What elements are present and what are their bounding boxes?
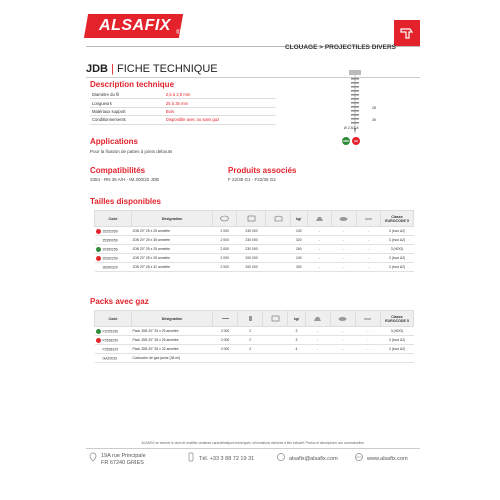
cell: - (330, 327, 355, 336)
cell: - (355, 345, 380, 354)
cell-designation: Pack JDB 20° 28 x 25 annelée (132, 336, 213, 345)
cell (263, 354, 288, 363)
cell-code: 25350059 (95, 236, 132, 245)
dimension-top: 28 (372, 106, 376, 110)
table-header-row (95, 311, 414, 327)
cell-designation: JDB 20° 25 x 25 annelée (132, 245, 213, 254)
table-header-row (95, 211, 414, 227)
col-designation: Désignation (132, 211, 213, 227)
title-label: FICHE TECHNIQUE (117, 63, 218, 75)
registered-mark: ® (176, 30, 181, 36)
table-row (95, 245, 414, 254)
spec-value: 25 à 35 mm (164, 99, 276, 107)
hdg-marker (96, 329, 101, 334)
cell-class: 3 (HDG) (381, 245, 414, 254)
spec-row (90, 116, 276, 124)
spec-label: Diamètre du fil (90, 91, 164, 99)
cell: 2 (238, 336, 263, 345)
cell: - (307, 263, 331, 272)
col-carton-icon (266, 211, 290, 227)
cell-designation: Cartouche de gaz jaune (38 ml) (132, 354, 213, 363)
cell: 2 000 (213, 227, 237, 236)
col-gas-icon (238, 311, 263, 327)
cell: 260 (290, 245, 307, 254)
table-row (95, 236, 414, 245)
cell-code: P2025256 (95, 327, 132, 336)
cell: - (330, 336, 355, 345)
description-heading: Description technique (90, 80, 175, 89)
title-separator: | (111, 63, 114, 75)
col-weight: kg/ (290, 211, 307, 227)
cell: - (305, 327, 330, 336)
cell-code: GAZ0033 (95, 354, 132, 363)
table-row (95, 345, 414, 354)
cell-code: P2528259 (95, 336, 132, 345)
cell-class: 3 (inox A2) (381, 254, 414, 263)
cell: - (332, 263, 356, 272)
cell (288, 354, 305, 363)
col-class: Classe EUROCODE 5 (381, 311, 414, 327)
cell: - (332, 245, 356, 254)
col-tool-icon (355, 311, 380, 327)
dimension-diameter: Ø 2,5/2,8 (344, 126, 359, 130)
packs-table (94, 310, 414, 363)
col-code: Code (95, 311, 132, 327)
cell: - (356, 263, 381, 272)
cell: 2 (238, 345, 263, 354)
cell-designation: Pack JDB 20° 25 x 25 annelée (132, 327, 213, 336)
table-row (95, 327, 414, 336)
cell: - (332, 227, 356, 236)
cell: 2 000 (213, 254, 237, 263)
cell: - (307, 236, 331, 245)
page-title (86, 63, 218, 75)
cell-class: 3 (inox A2) (381, 263, 414, 272)
cell: 230 000 (237, 236, 266, 245)
cell: 200 000 (237, 263, 266, 272)
assoc-heading: Produits associés (228, 166, 297, 175)
compat-heading: Compatibilités (90, 166, 146, 175)
website-link[interactable]: www.alsafix.com (367, 456, 408, 462)
col-designation: Désignation (132, 311, 213, 327)
cell: 2 000 (213, 245, 237, 254)
col-surface-icon (332, 211, 356, 227)
cell: 2 000 (213, 336, 238, 345)
cell: 2 000 (213, 327, 238, 336)
spec-value: Bois (164, 107, 276, 115)
cell: 2 000 (213, 236, 237, 245)
brand-logo: ALSAFIX (99, 17, 171, 34)
col-tool-icon (356, 211, 381, 227)
cell (266, 236, 290, 245)
cell (266, 227, 290, 236)
cell: - (356, 227, 381, 236)
cell: - (332, 254, 356, 263)
cell: - (355, 336, 380, 345)
cell-code: P2528329 (95, 345, 132, 354)
category-label: CLOUAGE > PROJECTILES DIVERS (284, 44, 396, 51)
spec-label: Conditionnements (90, 116, 164, 124)
cell-class: 3 (inox A2) (381, 345, 414, 354)
nail-gun-icon (398, 24, 416, 42)
table-row (95, 354, 414, 363)
cell-class: 3 (inox A2) (381, 336, 414, 345)
cell: 2 000 (213, 263, 237, 272)
cell: - (307, 245, 331, 254)
col-support-icon (307, 211, 331, 227)
cell (263, 336, 288, 345)
cell: 4 (288, 345, 305, 354)
description-table (90, 91, 276, 125)
location-icon (88, 452, 98, 462)
cell: 230 000 (237, 227, 266, 236)
cell (355, 354, 380, 363)
sizes-heading: Tailles disponibles (90, 197, 161, 206)
cell: - (356, 254, 381, 263)
spec-value: Disponible avec ou sans gaz (164, 116, 276, 124)
cell-class: 3 (inox A2) (381, 227, 414, 236)
cell (266, 245, 290, 254)
col-box-icon (213, 211, 237, 227)
col-carton-icon (263, 311, 288, 327)
phone-icon (186, 452, 196, 462)
cell (263, 345, 288, 354)
cell: 200 000 (237, 254, 266, 263)
email-icon (276, 452, 286, 462)
a2-badge: A2 (352, 137, 360, 145)
email-link[interactable]: alsafix@alsafix.com (289, 456, 338, 462)
col-code: Code (95, 211, 132, 227)
col-weight: kg/ (288, 311, 305, 327)
a2-marker (96, 229, 101, 234)
cell (330, 354, 355, 363)
col-surface-icon (330, 311, 355, 327)
col-support-icon (305, 311, 330, 327)
cell: 3 (288, 336, 305, 345)
cell-designation: JDB 20° 25 x 25 annelée (132, 227, 213, 236)
cell (266, 254, 290, 263)
spec-row (90, 99, 276, 107)
table-row (95, 263, 414, 272)
cell: - (305, 345, 330, 354)
product-ref: JDB (86, 63, 109, 75)
cell: - (356, 245, 381, 254)
cell-designation: JDB 20° 28 x 25 annelée (132, 254, 213, 263)
cell: - (355, 327, 380, 336)
cell-class: 3 (HDG) (381, 327, 414, 336)
cell-class (381, 354, 414, 363)
table-row (95, 227, 414, 236)
cell (266, 263, 290, 272)
spec-label: Matériaux support (90, 107, 164, 115)
hdg-marker (96, 247, 101, 252)
cell: - (305, 336, 330, 345)
cell: 230 000 (237, 245, 266, 254)
cell-designation: JDB 20° 25 x 35 annelée (132, 236, 213, 245)
col-pallet-icon (237, 211, 266, 227)
cell-class: 3 (inox A2) (381, 236, 414, 245)
address-line-2: FR 67240 GRIES (101, 460, 144, 466)
spec-row (90, 91, 276, 99)
cell (213, 354, 238, 363)
spec-label: Longueurs (90, 99, 164, 107)
sizes-table (94, 210, 414, 272)
cell-designation: JDB 20° 28 x 32 annelée (132, 263, 213, 272)
cell: 3 (288, 327, 305, 336)
web-icon (354, 452, 364, 462)
packs-heading: Packs avec gaz (90, 297, 149, 306)
cell-code: 28280329 (95, 263, 132, 272)
address-line-1: 19A rue Principale (101, 453, 146, 459)
cell-code: 20350256 (95, 245, 132, 254)
phone-number[interactable]: Tél. +33 3 88 72 19 31 (199, 456, 255, 462)
spec-value: 2,5 à 2,8 mm (164, 91, 276, 99)
a2-marker (96, 256, 101, 261)
applications-text: Pour la fixation de pattes à joints debouts (90, 149, 173, 154)
cell: 320 (290, 236, 307, 245)
cell (238, 354, 263, 363)
applications-heading: Applications (90, 137, 139, 146)
cell: 2 000 (213, 345, 238, 354)
compat-text: 3354 - RN 35 A/H - IM.200/32 JDB (90, 177, 160, 182)
cell (305, 354, 330, 363)
footer-divider (86, 448, 420, 449)
assoc-text: F 22/35 G1 - F22/35 G2 (228, 177, 276, 182)
cell-code: 25252059 (95, 227, 132, 236)
cell: - (330, 345, 355, 354)
hdg-badge: HDG (342, 139, 350, 143)
cell: 240 (290, 227, 307, 236)
cell: - (332, 236, 356, 245)
spec-row (90, 107, 276, 115)
cell: - (307, 227, 331, 236)
col-class: Classe EUROCODE 5 (381, 211, 414, 227)
table-row (95, 336, 414, 345)
col-nail-icon (213, 311, 238, 327)
disclaimer: ALSAFIX se réserve le droit de modifier certaines caractéristiques techniques. Informations données à titre indicatif. Photos et descriptions non contractuelles. (141, 441, 365, 445)
cell (263, 327, 288, 336)
table-row (95, 254, 414, 263)
cell: 2 (238, 327, 263, 336)
cell-designation: Pack JDB 20° 28 x 32 annelée (132, 345, 213, 354)
cell: 300 (290, 263, 307, 272)
dimension-bottom: 35 (372, 118, 376, 122)
a2-marker (96, 338, 101, 343)
cell: - (307, 254, 331, 263)
cell-code: 25282259 (95, 254, 132, 263)
cell: - (356, 236, 381, 245)
cell: 240 (290, 254, 307, 263)
